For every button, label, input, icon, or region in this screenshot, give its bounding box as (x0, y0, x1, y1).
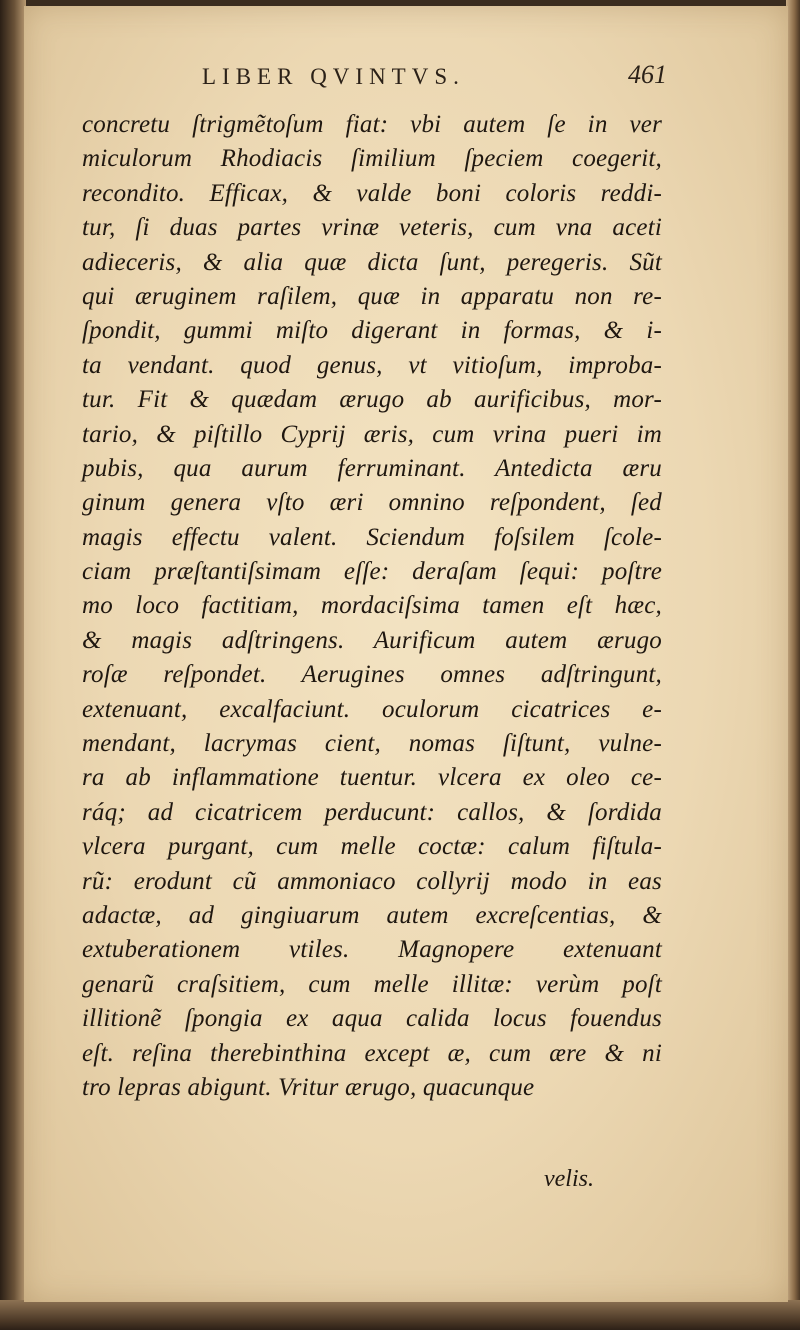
text-line: & magis adſtringens. Aurificum autem ærugo (82, 626, 662, 654)
text-line: extenuant, excalfaciunt. oculorum cicatrices e- (82, 695, 662, 723)
text-line: concretu ſtrigmẽtoſum fiat: vbi autem ſe in ver (82, 111, 662, 138)
text-line: mo loco factitiam, mordaciſsima tamen eſt hæc, (82, 592, 662, 620)
text-line: tro lepras abigunt. Vritur ærugo, quacunque (82, 1073, 535, 1101)
body-text (82, 108, 662, 1105)
text-line: eſt. reſina therebinthina except æ, cum ære & ni (82, 1039, 662, 1067)
text-line: tur. Fit & quædam ærugo ab aurificibus, mor- (82, 386, 662, 414)
text-line: rũ: erodunt cũ ammoniaco collyrij modo in eas (82, 867, 662, 895)
text-line: ciam præſtantiſsimam eſſe: deraſam ſequi: poſtre (82, 558, 662, 586)
text-line: tur, ſi duas partes vrinæ veteris, cum vna aceti (82, 214, 662, 242)
text-line: genarũ craſsitiem, cum melle illitæ: verùm poſt (82, 970, 662, 998)
text-line: miculorum Rhodiacis ſimilium ſpeciem coegerit, (82, 145, 662, 173)
text-line: extuberationem vtiles. Magnopere extenuant (82, 936, 662, 964)
running-head-title: LIBER QVINTVS. (202, 64, 465, 89)
text-line: qui æruginem raſilem, quæ in apparatu non re- (82, 282, 662, 310)
running-head (24, 60, 788, 100)
text-line: ſpondit, gummi miſto digerant in formas, & i- (82, 317, 662, 345)
text-line: ta vendant. quod genus, vt vitioſum, improba- (82, 351, 662, 379)
text-line: mendant, lacrymas cient, nomas ſiſtunt, vulne- (82, 730, 662, 758)
text-line: magis effectu valent. Sciendum foſsilem ſcole- (82, 523, 662, 551)
text-line: pubis, qua aurum ferruminant. Antedicta æru (82, 454, 662, 482)
book-edge-bottom (0, 1300, 800, 1330)
book-page (24, 6, 788, 1302)
catchword: velis. (544, 1166, 594, 1192)
text-line: ráq; ad cicatricem perducunt: callos, & ſordida (82, 798, 662, 826)
book-edge-right (786, 0, 800, 1330)
text-line: recondito. Efficax, & valde boni coloris reddi- (82, 179, 662, 207)
text-line: tario, & piſtillo Cyprij æris, cum vrina pueri im (82, 420, 662, 448)
text-line: vlcera purgant, cum melle coctæ: calum fiſtula- (82, 833, 662, 861)
text-line: adactæ, ad gingiuarum autem excreſcentias, & (82, 901, 662, 929)
text-line: roſæ reſpondet. Aerugines omnes adſtringunt, (82, 661, 662, 689)
text-line: ra ab inflammatione tuentur. vlcera ex oleo ce- (82, 764, 662, 792)
text-line: ginum genera vſto æri omnino reſpondent, ſed (82, 489, 662, 517)
text-line: illitionẽ ſpongia ex aqua calida locus fouendus (82, 1005, 662, 1033)
page-number: 461 (628, 60, 667, 89)
book-edge-left (0, 0, 26, 1330)
text-line: adieceris, & alia quæ dicta ſunt, peregeris. Sũt (82, 248, 662, 276)
